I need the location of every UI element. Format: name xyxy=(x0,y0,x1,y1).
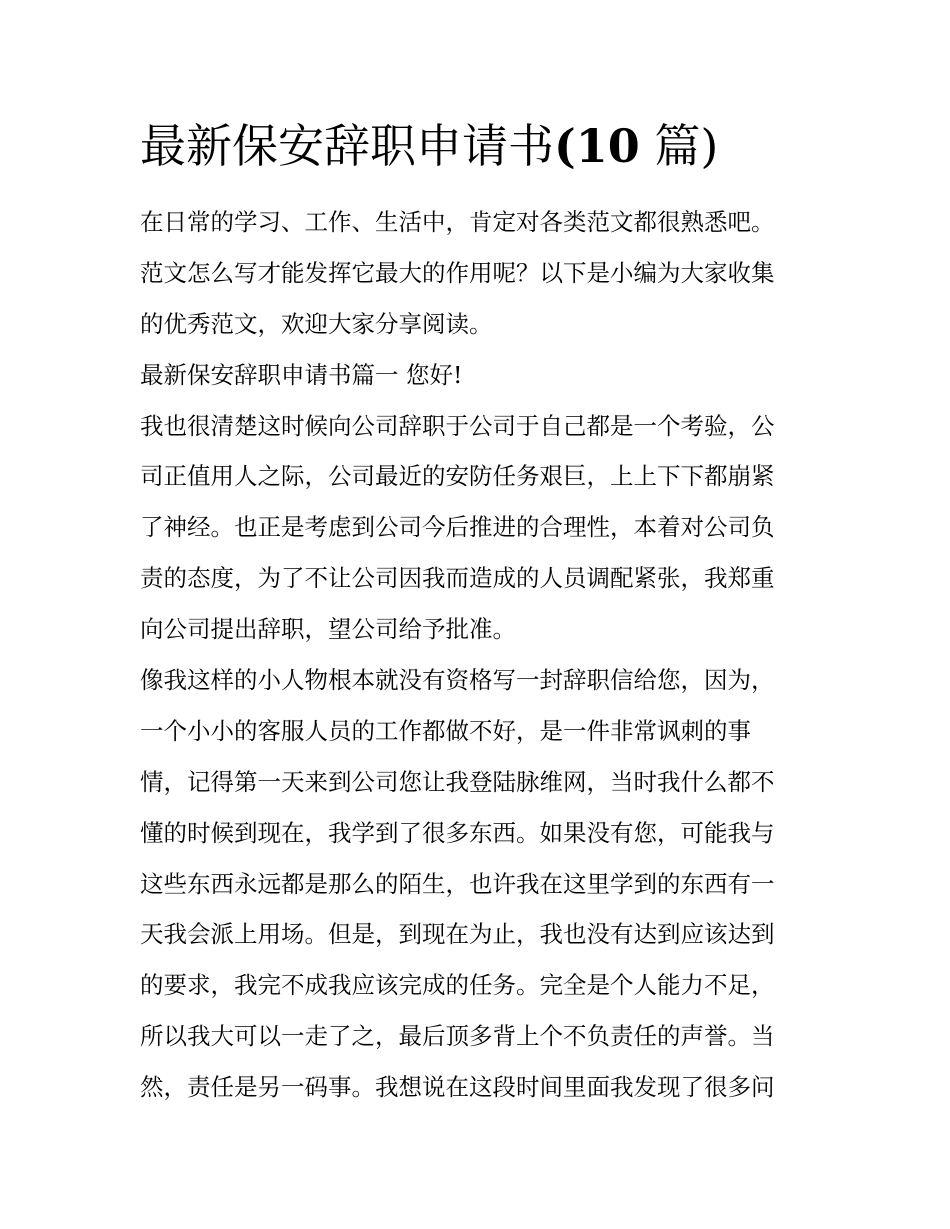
document-title xyxy=(140,112,840,180)
body-line: 在日常的学习、工作、生活中，肯定对各类范文都很熟悉吧。 xyxy=(140,208,775,236)
body-line: 情，记得第一天来到公司您让我登陆脉维网，当时我什么都不 xyxy=(140,767,775,796)
title-count: (10 xyxy=(554,119,640,173)
body-line: 司正值用人之际，公司最近的安防任务艰巨，上上下下都崩紧 xyxy=(140,462,775,491)
body-line: 天我会派上用场。但是，到现在为止，我也没有达到应该达到 xyxy=(140,920,775,949)
body-line: 像我这样的小人物根本就没有资格写一封辞职信给您，因为， xyxy=(140,666,775,695)
title-main: 最新保安辞职申请书 xyxy=(140,119,554,173)
body-line: 所以我大可以一走了之，最后顶多背上个不负责任的声誉。当 xyxy=(140,1022,775,1051)
body-line: 的要求，我完不成我应该完成的任务。完全是个人能力不足， xyxy=(140,971,775,1000)
body-line: 范文怎么写才能发挥它最大的作用呢？以下是小编为大家收集 xyxy=(140,258,775,287)
body-line: 懂的时候到现在，我学到了很多东西。如果没有您，可能我与 xyxy=(140,818,775,847)
body-line: 最新保安辞职申请书篇一 您好! xyxy=(140,360,463,389)
title-suffix: 篇) xyxy=(639,119,719,173)
body-line: 我也很清楚这时候向公司辞职于公司于自己都是一个考验，公 xyxy=(140,411,775,440)
body-line: 责的态度，为了不让公司因我而造成的人员调配紧张，我郑重 xyxy=(140,564,775,593)
body-line: 向公司提出辞职，望公司给予批准。 xyxy=(140,615,516,644)
body-line: 一个小小的客服人员的工作都做不好，是一件非常讽刺的事 xyxy=(140,716,751,745)
body-line: 然，责任是另一码事。我想说在这段时间里面我发现了很多问 xyxy=(140,1073,775,1102)
document-body xyxy=(140,197,820,1113)
body-line: 了神经。也正是考虑到公司今后推进的合理性，本着对公司负 xyxy=(140,513,775,542)
body-line: 这些东西永远都是那么的陌生，也许我在这里学到的东西有一 xyxy=(140,869,775,898)
body-line: 的优秀范文，欢迎大家分享阅读。 xyxy=(140,309,493,338)
